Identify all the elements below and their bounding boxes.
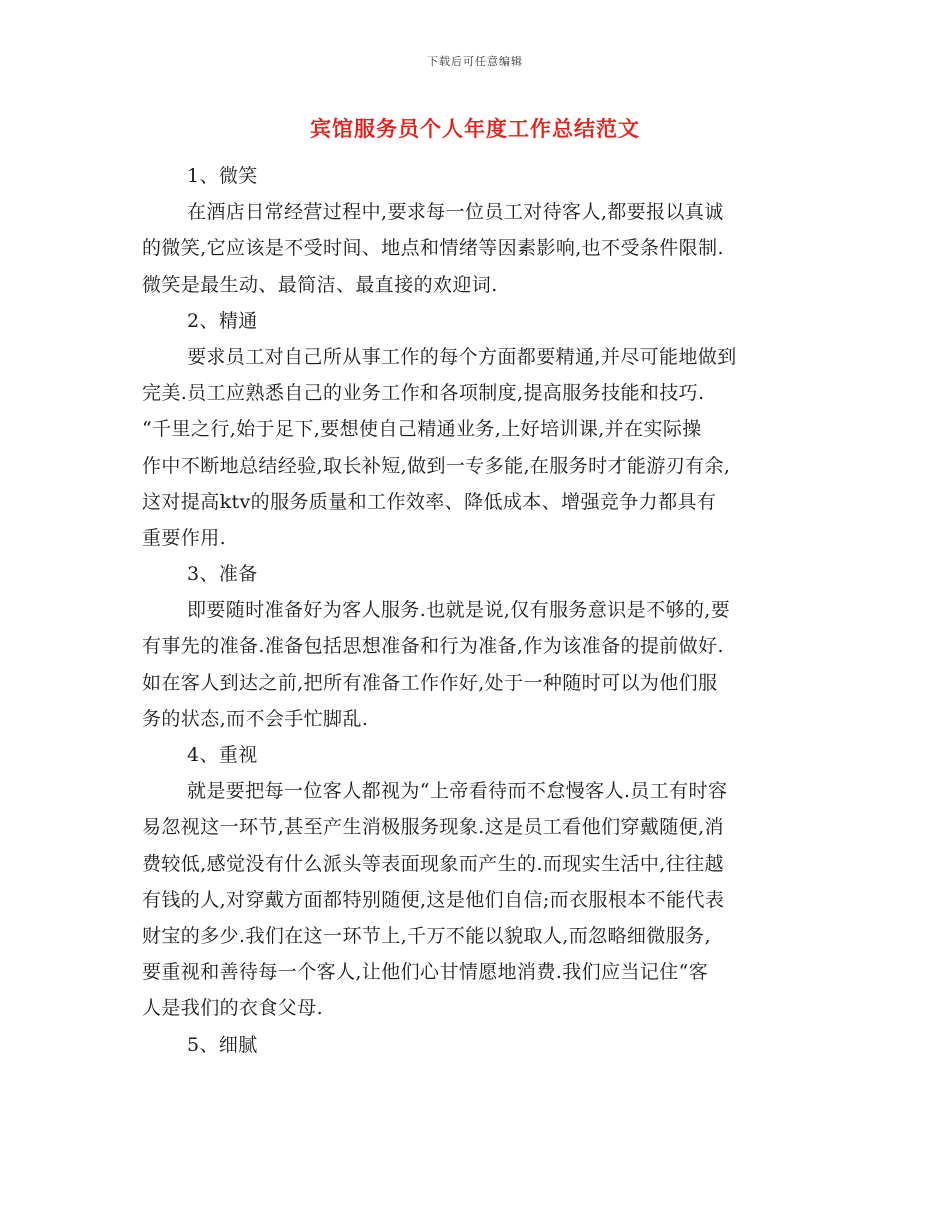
body-text-line: 微笑是最生动、最简洁、最直接的欢迎词.	[142, 273, 498, 296]
body-text-line: “千里之行,始于足下,要想使自己精通业务,上好培训课,并在实际操	[142, 418, 702, 441]
section-heading: 2、精通	[187, 309, 258, 332]
section-heading: 1、微笑	[187, 165, 258, 187]
section-heading: 4、重视	[187, 744, 258, 766]
body-text-line: 如在客人到达之前,把所有准备工作作好,处于一种随时可以为他们服	[142, 671, 718, 694]
body-text-line: 要求员工对自己所从事工作的每个方面都要精通,并尽可能地做到	[187, 345, 737, 368]
body-text-line: 有钱的人,对穿戴方面都特别随便,这是他们自信;而衣服根本不能代表	[142, 888, 725, 911]
section-heading: 3、准备	[187, 563, 258, 586]
body-text-line: 易忽视这一环节,甚至产生消极服务现象.这是员工看他们穿戴随便,消	[142, 816, 724, 839]
body-text-line: 有事先的准备.准备包括思想准备和行为准备,作为该准备的提前做好.	[142, 635, 724, 658]
document-body	[142, 158, 812, 1063]
body-text-line: 要重视和善待每一个客人,让他们心甘情愿地消费.我们应当记住“客	[142, 961, 709, 984]
body-text-line: 这对提高ktv的服务质量和工作效率、降低成本、增强竞争力都具有	[142, 490, 717, 513]
body-text-line: 完美.员工应熟悉自己的业务工作和各项制度,提高服务技能和技巧.	[142, 382, 705, 405]
page-header-note: 下载后可任意编辑	[427, 55, 523, 68]
body-text-line: 的微笑,它应该是不受时间、地点和情绪等因素影响,也不受条件限制.	[142, 237, 724, 260]
body-text-line: 人是我们的衣食父母.	[142, 997, 324, 1020]
body-text-line: 财宝的多少.我们在这一环节上,千万不能以貌取人,而忽略细微服务,	[142, 924, 711, 947]
body-text-line: 在酒店日常经营过程中,要求每一位员工对待客人,都要报以真诚	[187, 201, 724, 224]
body-text-line: 费较低,感觉没有什么派头等表面现象而产生的.而现实生活中,往往越	[142, 852, 724, 875]
section-heading: 5、细腻	[187, 1033, 258, 1056]
body-text-line: 重要作用.	[142, 526, 227, 549]
document-title: 宾馆服务员个人年度工作总结范文	[310, 116, 640, 141]
body-text-line: 务的状态,而不会手忙脚乱.	[142, 707, 369, 730]
body-text-line: 作中不断地总结经验,取长补短,做到一专多能,在服务时才能游刃有余,	[142, 454, 731, 477]
body-text-line: 即要随时准备好为客人服务.也就是说,仅有服务意识是不够的,要	[187, 599, 731, 622]
body-text-line: 就是要把每一位客人都视为“上帝看待而不怠慢客人.员工有时容	[187, 780, 728, 803]
